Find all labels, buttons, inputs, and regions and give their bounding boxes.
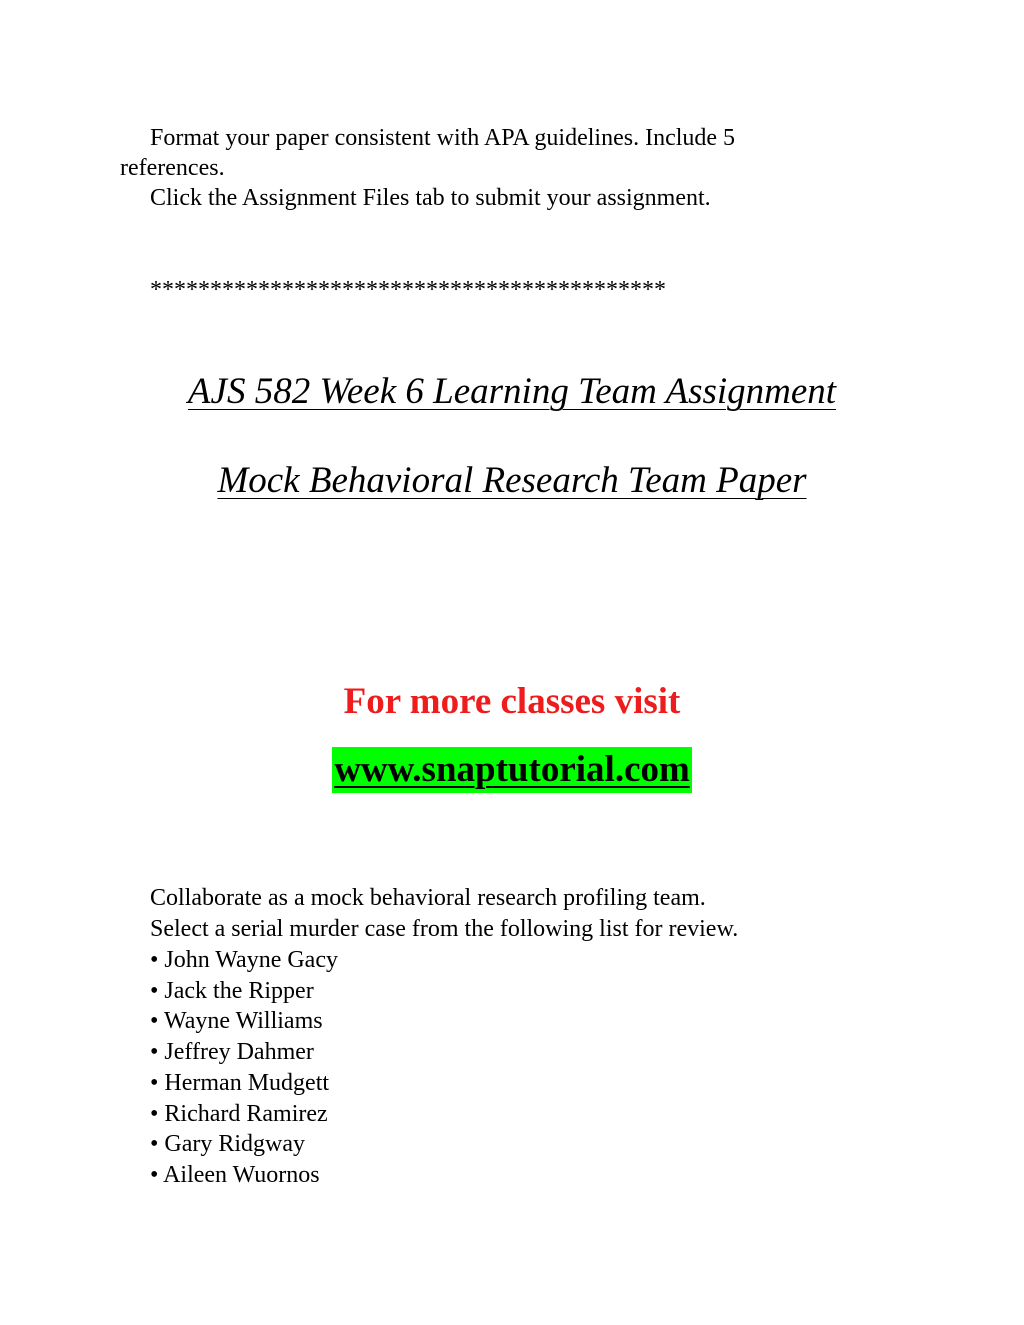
assignment-subtitle: Mock Behavioral Research Team Paper (217, 460, 807, 501)
body-line-2: Select a serial murder case from the following list for review. (150, 916, 739, 942)
promo-link-wrapper (0, 747, 1024, 793)
list-item: • Jack the Ripper (150, 977, 314, 1004)
assignment-title: AJS 582 Week 6 Learning Team Assignment (187, 371, 837, 412)
list-item: • Wayne Williams (150, 1008, 323, 1035)
case-list (150, 945, 338, 1191)
intro-line-1: Format your paper consistent with APA guidelines. Include 5 (150, 125, 736, 151)
snaptutorial-link[interactable]: www.snaptutorial.com (332, 747, 692, 793)
list-item: • Gary Ridgway (150, 1131, 306, 1158)
list-item: • Richard Ramirez (150, 1100, 328, 1127)
intro-line-3: Click the Assignment Files tab to submit your assignment. (150, 185, 711, 211)
intro-line-2: references. (120, 155, 225, 181)
asterisk-separator: ******************************************* (150, 277, 666, 303)
promo-text: For more classes visit (343, 681, 681, 722)
list-item: • Aileen Wuornos (150, 1161, 320, 1188)
list-item: • Herman Mudgett (150, 1069, 330, 1096)
body-line-1: Collaborate as a mock behavioral research profiling team. (150, 885, 706, 911)
list-item: • Jeffrey Dahmer (150, 1039, 314, 1066)
list-item: • John Wayne Gacy (150, 947, 338, 973)
